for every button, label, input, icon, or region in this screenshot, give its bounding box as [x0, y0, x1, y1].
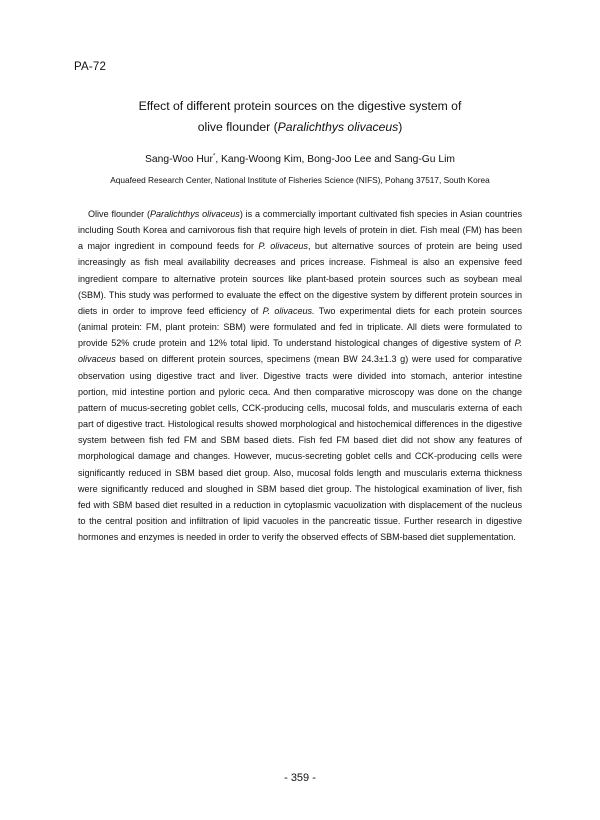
- abstract-body: [78, 206, 522, 545]
- abstract-text: , but alternative sources of protein are being used increasingly as fish meal availability decreases and prices increase. Fishmeal is also an expensive feed ingredient compare to alternative protein sources like plant-based protein sources such as soybean meal (SBM). This study was performed to evaluate the effect on the digestive system by different protein sources in diets in order to improve feed efficiency of: [78, 241, 522, 316]
- title-species-name: Paralichthys olivaceus: [277, 120, 399, 134]
- corresponding-author-mark: *: [212, 153, 216, 160]
- title-line-2: [80, 117, 520, 138]
- first-author: Sang-Woo Hur: [145, 154, 213, 165]
- page-number: - 359 -: [284, 772, 316, 784]
- affiliation: Aquafeed Research Center, National Institute of Fisheries Science (NIFS), Pohang 37517, South Korea: [110, 175, 490, 185]
- abstract-text: Olive flounder (: [88, 209, 150, 219]
- title-line-1: Effect of different protein sources on the digestive system of: [138, 99, 462, 113]
- title-line-2-prefix: olive flounder (: [197, 120, 278, 134]
- species-name: P. olivaceus: [258, 241, 308, 252]
- species-name: P. olivaceus: [78, 338, 522, 365]
- title-line-2-suffix: ): [398, 120, 403, 134]
- abstract-text: ) is a commercially important cultivated fish species in Asian countries including South Korea and carnivorous fish that require high levels of protein in diet. Fish meal (FM) has been a major ingredient in compound feeds for: [78, 209, 522, 252]
- abstract-text: Two experimental diets for each protein sources (animal protein: FM, plant protein: SBM) were formulated and fed in triplicate. All diets were formulated to provide 52% crude protein and 12% total lipid. To understand histological changes of digestive system of: [78, 305, 522, 349]
- paper-title: [80, 96, 520, 138]
- species-name: Paralichthys olivaceus: [149, 209, 240, 219]
- co-authors: , Kang-Woong Kim, Bong-Joo Lee and Sang-Gu Lim: [215, 154, 455, 165]
- author-list: [60, 153, 540, 167]
- abstract-code: PA-72: [74, 61, 107, 73]
- species-name: P. olivaceus.: [262, 305, 315, 316]
- abstract-text: based on different protein sources, specimens (mean BW 24.3±1.3 g) were used for comparative observation using digestive tract and liver. Digestive tracts were divided into stomach, anterior intestine portion, mid intestine portion and pyloric ceca. And then comparative microscopy was done on the change pattern of mucus-secreting goblet cells, CCK-producing cells, mucosal folds, and muscularis externa of each part of digestive tract. Histological results showed morphological and histochemical differences in the digestive system between fish fed FM and SBM based diets. Fish fed FM based diet did not show any features of morphological damage and changes. However, mucus-secreting goblet cells and CCK-producing cells were significantly reduced in SBM based diet group. Also, mucosal folds length and muscularis externa thickness were significantly reduced and sloughed in SBM based diet group. The histological examination of liver, fish fed with SBM based diet resulted in a reduction in cytoplasmic vacuolization with displacement of the nucleus to the central position and infiltration of lipid vacuoles in the pancreatic tissue. Further research in digestive hormones and enzymes is needed in order to verify the observed effects of SBM-based diet supplementation.: [78, 354, 522, 543]
